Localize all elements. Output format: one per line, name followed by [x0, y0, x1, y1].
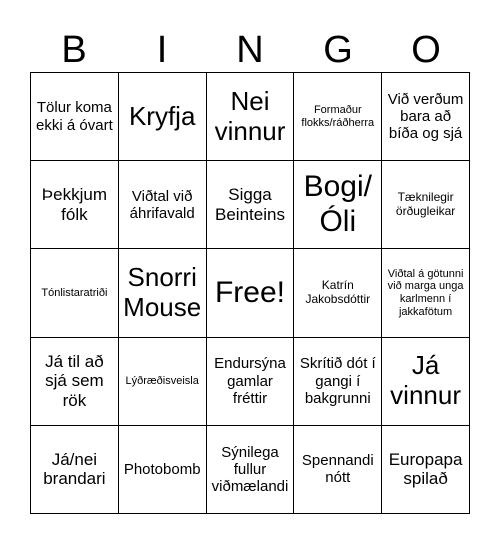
header-letter-b: B [61, 29, 87, 71]
bingo-cell[interactable] [207, 426, 295, 514]
bingo-cell[interactable] [119, 426, 207, 514]
cell-text: Katrín Jakobsdóttir [305, 278, 371, 306]
bingo-cell[interactable] [382, 73, 470, 161]
cell-text: Snorri Mouse [123, 262, 202, 322]
bingo-cell[interactable] [294, 426, 382, 514]
header-letter-g: G [323, 29, 353, 71]
cell-text: Kryfja [128, 100, 196, 131]
bingo-cell[interactable] [294, 161, 382, 249]
bingo-header [30, 28, 470, 72]
bingo-cell[interactable] [119, 73, 207, 161]
bingo-cell[interactable] [207, 338, 295, 426]
cell-text: Viðtal á götunni við marga unga karlmenn í jakkafötum [387, 267, 464, 318]
bingo-cell[interactable] [31, 73, 119, 161]
bingo-cell[interactable] [294, 249, 382, 337]
cell-text: Tæknilegir örðugleikar [395, 189, 456, 218]
cell-text: Formaður flokks/ráðherra [301, 103, 375, 129]
bingo-cell[interactable] [31, 161, 119, 249]
cell-text: Endursýna gamlar fréttir [214, 355, 286, 407]
cell-text: Nei vinnur [214, 85, 286, 146]
bingo-cell[interactable] [31, 249, 119, 337]
bingo-cell[interactable] [207, 73, 295, 161]
bingo-cell[interactable] [31, 338, 119, 426]
bingo-cell[interactable] [294, 73, 382, 161]
free-space-text: Free! [214, 275, 285, 309]
bingo-grid [30, 72, 470, 514]
cell-text: Skrítið dót í gangi í bakgrunni [299, 355, 376, 407]
cell-text: Þekkjum fólk [41, 185, 107, 224]
header-letter-i: I [156, 29, 168, 71]
bingo-cell[interactable] [119, 161, 207, 249]
cell-text: Photobomb [123, 460, 201, 478]
cell-text: Við verðum bara að bíða og sjá [387, 90, 464, 143]
bingo-cell[interactable] [119, 249, 207, 337]
cell-text: Lýðræðisveisla [125, 374, 199, 387]
cell-text: Já vinnur [390, 350, 461, 411]
cell-text: Tölur koma ekki á óvart [36, 99, 113, 134]
header-letter-o: O [411, 29, 441, 71]
cell-text: Viðtal við áhrifavald [129, 187, 195, 222]
bingo-cell[interactable] [382, 161, 470, 249]
cell-text: Já/nei brandari [43, 449, 106, 489]
bingo-cell[interactable] [31, 426, 119, 514]
cell-text: Tónlistaratriði [41, 286, 108, 299]
cell-text: Europapa spilað [388, 449, 463, 489]
cell-text: Sýnilega fullur viðmælandi [211, 443, 289, 496]
cell-text: Bogi/ Óli [303, 170, 372, 238]
cell-text: Spennandi nótt [301, 452, 374, 487]
cell-text: Já til að sjá sem rök [45, 351, 104, 410]
bingo-cell[interactable] [382, 426, 470, 514]
bingo-cell[interactable] [382, 338, 470, 426]
bingo-cell[interactable] [207, 161, 295, 249]
free-space-cell[interactable] [207, 249, 295, 337]
header-letter-n: N [236, 29, 264, 71]
bingo-cell[interactable] [382, 249, 470, 337]
bingo-cell[interactable] [119, 338, 207, 426]
cell-text: Sigga Beinteins [215, 185, 285, 224]
bingo-cell[interactable] [294, 338, 382, 426]
